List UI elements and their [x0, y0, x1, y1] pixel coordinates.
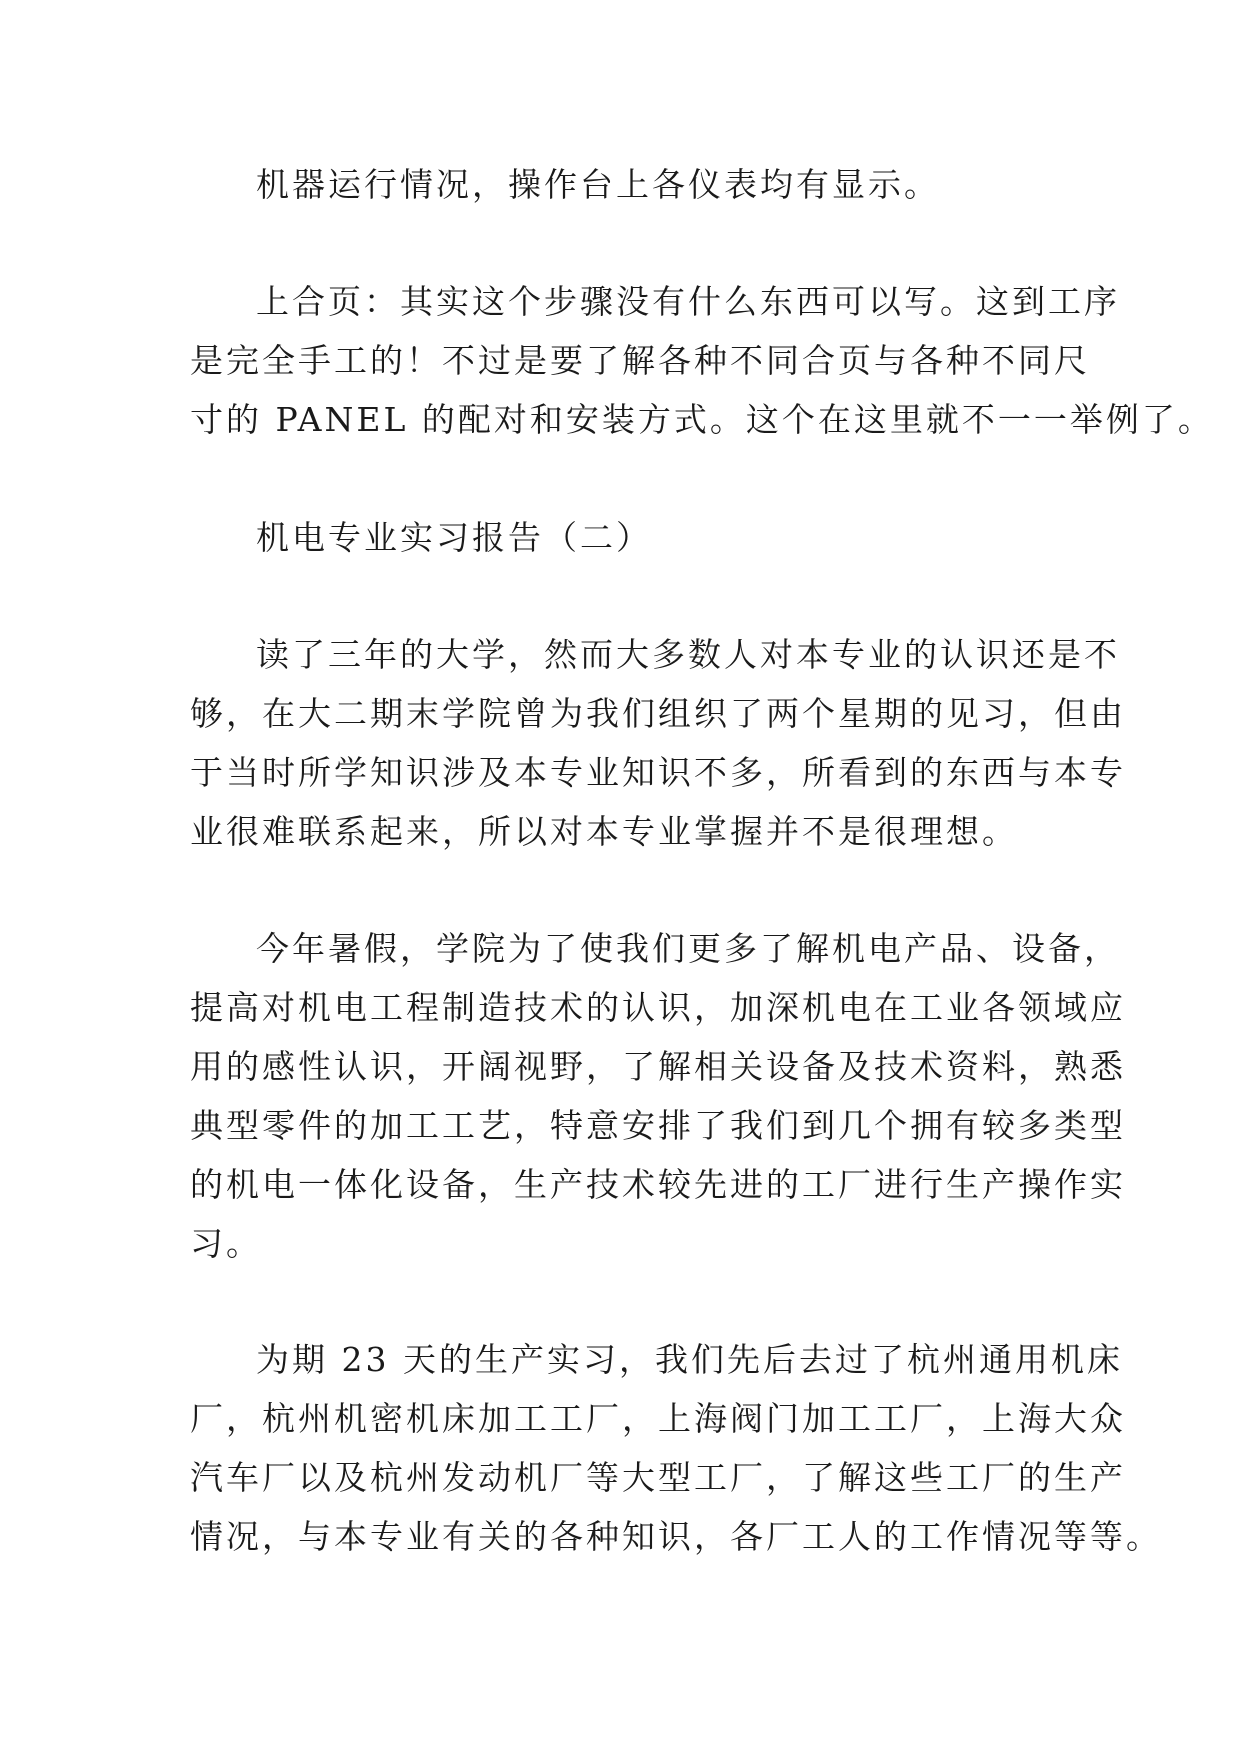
text-line: 于当时所学知识涉及本专业知识不多，所看到的东西与本专: [190, 753, 1126, 792]
text-line: 读了三年的大学，然而大多数人对本专业的认识还是不: [256, 635, 1120, 674]
text-line: 厂，杭州机密机床加工工厂，上海阀门加工工厂，上海大众: [190, 1399, 1126, 1438]
text-line: 提高对机电工程制造技术的认识，加深机电在工业各领域应: [190, 988, 1126, 1027]
text-line: 情况，与本专业有关的各种知识，各厂工人的工作情况等等。: [190, 1517, 1162, 1556]
text-line: 寸的 PANEL 的配对和安装方式。这个在这里就不一一举例了。: [190, 400, 1214, 439]
text-line: 今年暑假，学院为了使我们更多了解机电产品、设备，: [256, 929, 1120, 968]
paragraph: [190, 155, 1060, 214]
paragraph: [190, 919, 1126, 1273]
paragraph: [190, 272, 1214, 449]
text-line: 的机电一体化设备，生产技术较先进的工厂进行生产操作实: [190, 1165, 1126, 1204]
text-line: 习。: [190, 1224, 262, 1263]
text-line: 典型零件的加工工艺，特意安排了我们到几个拥有较多类型: [190, 1106, 1126, 1145]
text-line: 机电专业实习报告（二）: [256, 518, 652, 557]
paragraph: [190, 625, 1126, 861]
text-line: 够，在大二期末学院曾为我们组织了两个星期的见习，但由: [190, 694, 1126, 733]
text-line: 是完全手工的！不过是要了解各种不同合页与各种不同尺: [190, 341, 1090, 380]
section-heading: [190, 508, 1060, 567]
text-line: 上合页：其实这个步骤没有什么东西可以写。这到工序: [256, 282, 1120, 321]
text-line: 用的感性认识，开阔视野，了解相关设备及技术资料，熟悉: [190, 1047, 1126, 1086]
text-line: 为期 23 天的生产实习，我们先后去过了杭州通用机床: [256, 1340, 1123, 1379]
text-line: 汽车厂以及杭州发动机厂等大型工厂，了解这些工厂的生产: [190, 1458, 1126, 1497]
paragraph: [190, 1330, 1162, 1566]
text-line: 业很难联系起来，所以对本专业掌握并不是很理想。: [190, 812, 1018, 851]
text-line: 机器运行情况，操作台上各仪表均有显示。: [256, 165, 940, 204]
